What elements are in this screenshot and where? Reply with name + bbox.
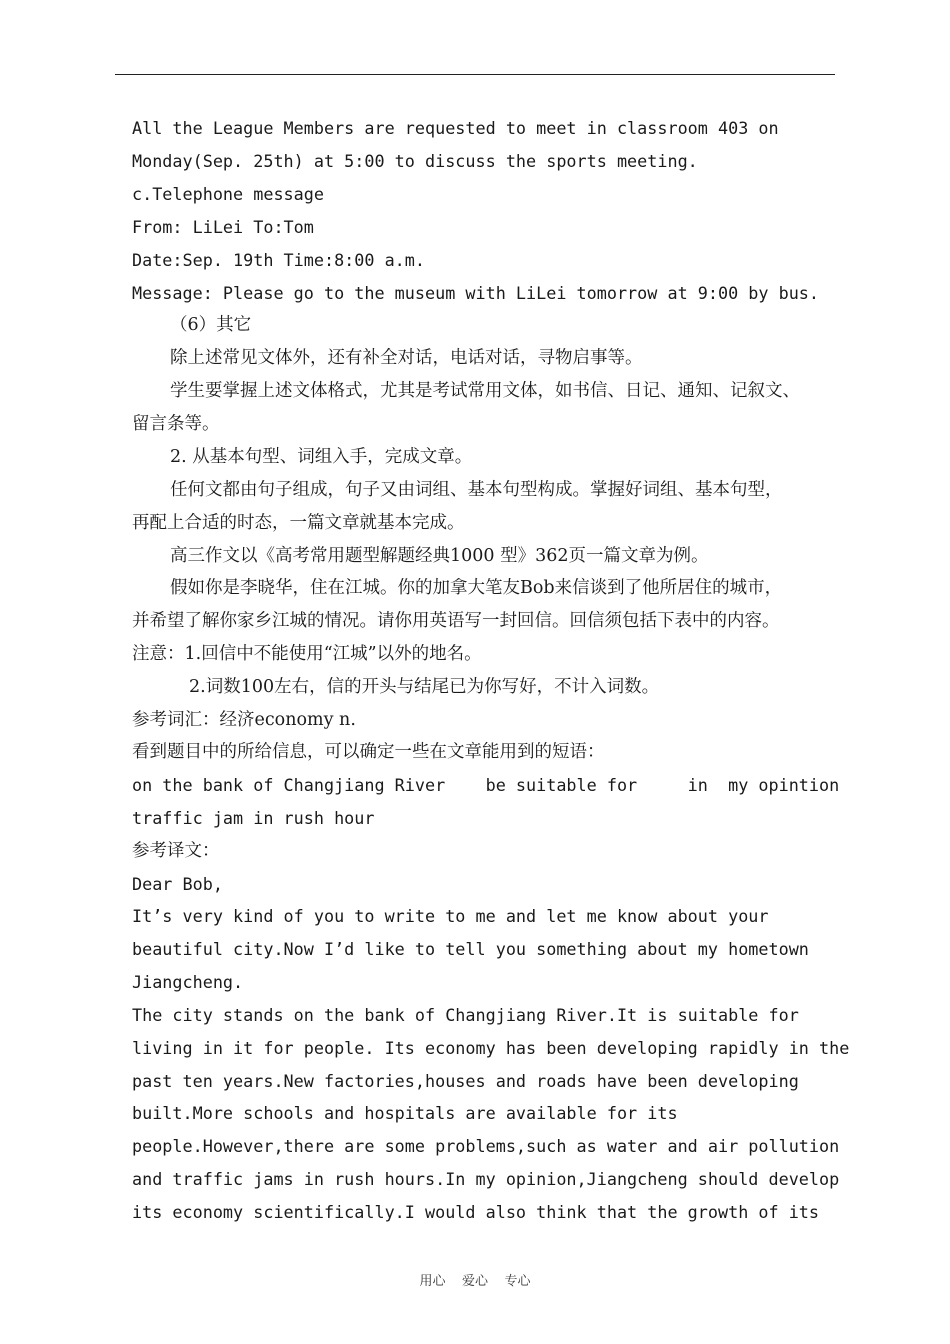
text-line: All the League Members are requested to meet in classroom 403 on <box>132 118 779 138</box>
letter-line: past ten years.New factories,houses and roads have been developing <box>132 1071 799 1091</box>
letter-line: living in it for people. Its economy has been developing rapidly in the <box>132 1038 850 1058</box>
letter-line: Jiangcheng. <box>132 972 244 992</box>
text-line: 并希望了解你家乡江城的情况。请你用英语写一封回信。回信须包括下表中的内容。 <box>132 611 780 631</box>
letter-line: people.However,there are some problems,such as water and air pollution <box>132 1136 840 1156</box>
text-line: 参考译文： <box>132 841 220 861</box>
phrase-line: traffic jam in rush hour <box>132 808 375 828</box>
section-heading: （6）其它 <box>170 315 252 335</box>
text-line: 假如你是李晓华，住在江城。你的加拿大笔友Bob来信谈到了他所居住的城市， <box>170 578 783 598</box>
letter-salutation: Dear Bob, <box>132 874 223 894</box>
text-line: 注意：1.回信中不能使用“江城”以外的地名。 <box>132 644 482 664</box>
text-line: 看到题目中的所给信息，可以确定一些在文章能用到的短语： <box>132 742 605 762</box>
letter-line: built.More schools and hospitals are available for its <box>132 1103 678 1123</box>
text-line: Message: Please go to the museum with LiLei tomorrow at 9:00 by bus. <box>132 283 820 303</box>
text-line: 留言条等。 <box>132 414 220 434</box>
text-line: c.Telephone message <box>132 184 324 204</box>
header-rule <box>115 74 835 75</box>
text-line: 除上述常见文体外，还有补全对话，电话对话，寻物启事等。 <box>170 348 643 368</box>
letter-line: and traffic jams in rush hours.In my opinion,Jiangcheng should develop <box>132 1169 840 1189</box>
letter-line: beautiful city.Now I’d like to tell you something about my hometown <box>132 939 809 959</box>
text-line: 2.词数100左右，信的开头与结尾已为你写好，不计入词数。 <box>189 677 660 697</box>
text-line: From: LiLei To:Tom <box>132 217 314 237</box>
text-line: 参考词汇：经济economy n. <box>132 710 356 730</box>
text-line: 学生要掌握上述文体格式，尤其是考试常用文体，如书信、日记、通知、记叙文、 <box>170 381 800 401</box>
phrase-line: on the bank of Changjiang River be suitable for in my opintion <box>132 775 840 795</box>
section-heading: 2. 从基本句型、词组入手，完成文章。 <box>170 447 473 467</box>
text-line: 高三作文以《高考常用题型解题经典1000 型》362页一篇文章为例。 <box>170 546 709 566</box>
text-line: 再配上合适的时态，一篇文章就基本完成。 <box>132 513 465 533</box>
text-line: Monday(Sep. 25th) at 5:00 to discuss the sports meeting. <box>132 151 698 171</box>
letter-line: its economy scientifically.I would also think that the growth of its <box>132 1202 820 1222</box>
text-line: Date:Sep. 19th Time:8:00 a.m. <box>132 250 425 270</box>
page-footer: 用心 爱心 专心 <box>419 1274 531 1289</box>
letter-line: The city stands on the bank of Changjiang River.It is suitable for <box>132 1005 799 1025</box>
text-line: 任何文都由句子组成，句子又由词组、基本句型构成。掌握好词组、基本句型， <box>170 480 783 500</box>
letter-line: It’s very kind of you to write to me and let me know about your <box>132 906 769 926</box>
